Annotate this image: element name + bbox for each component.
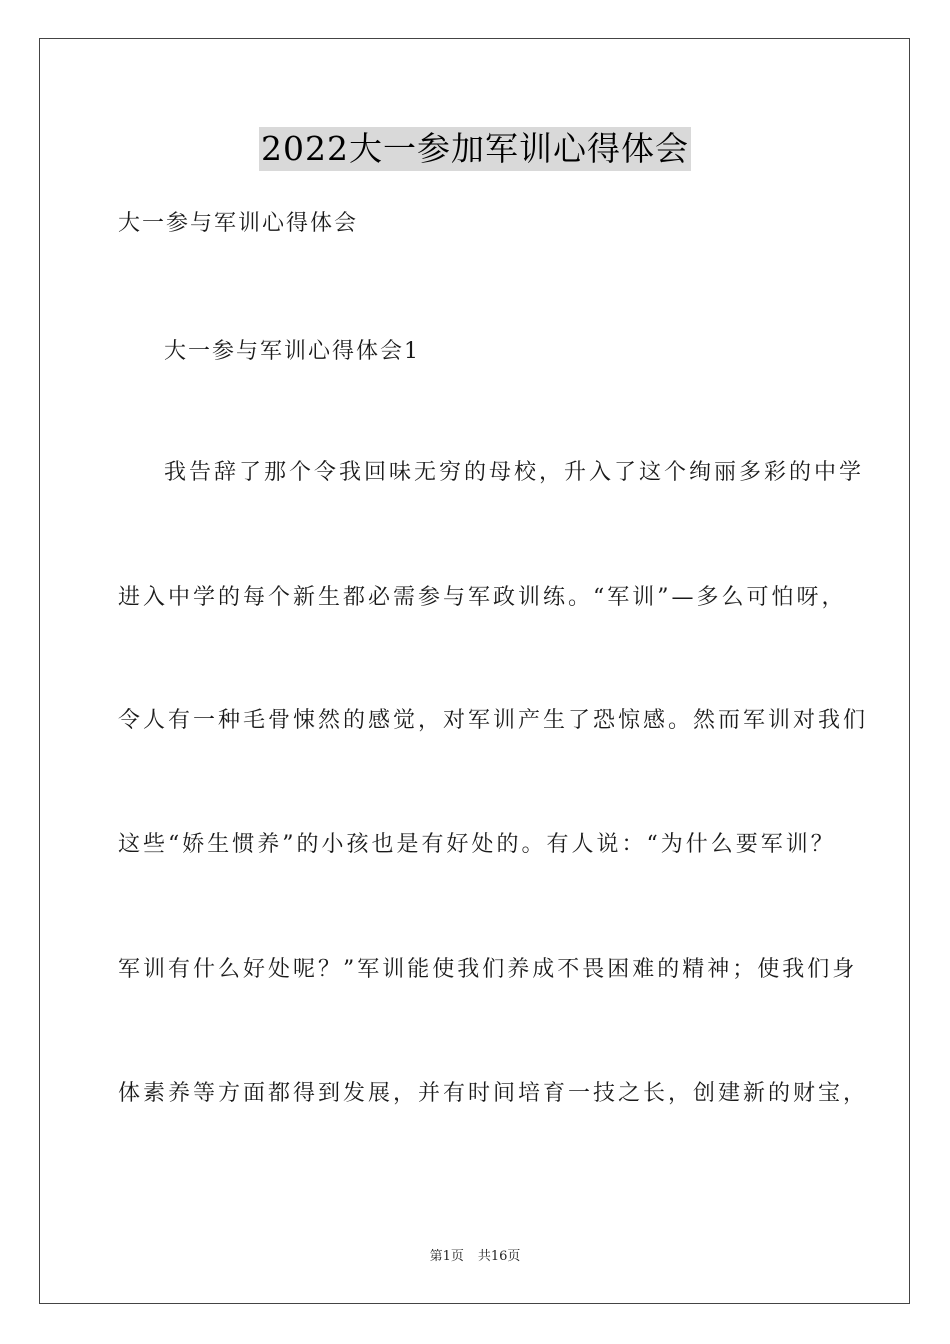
page-total: 共16页	[477, 1249, 521, 1264]
document-title: 2022大一参加军训心得体会	[259, 127, 691, 171]
body-line-2: 进入中学的每个新生都必需参与军政训练。“军训”—多么可怕呀，	[118, 585, 847, 610]
page-number: 第1页	[429, 1249, 464, 1264]
document-subtitle: 大一参与军训心得体会	[118, 211, 359, 236]
section-heading: 大一参与军训心得体会1	[164, 339, 420, 364]
body-line-5: 军训有什么好处呢？”军训能使我们养成不畏困难的精神；使我们身	[118, 957, 858, 982]
body-line-3: 令人有一种毛骨悚然的感觉，对军训产生了恐惊感。然而军训对我们	[118, 708, 869, 733]
title-container	[0, 127, 950, 171]
page-footer	[0, 1248, 950, 1266]
body-line-1: 我告辞了那个令我回味无穷的母校，升入了这个绚丽多彩的中学	[164, 460, 865, 485]
body-line-6: 体素养等方面都得到发展，并有时间培育一技之长，创建新的财宝，	[118, 1081, 869, 1106]
body-line-4: 这些“娇生惯养”的小孩也是有好处的。有人说：“为什么要军训？	[118, 832, 836, 857]
